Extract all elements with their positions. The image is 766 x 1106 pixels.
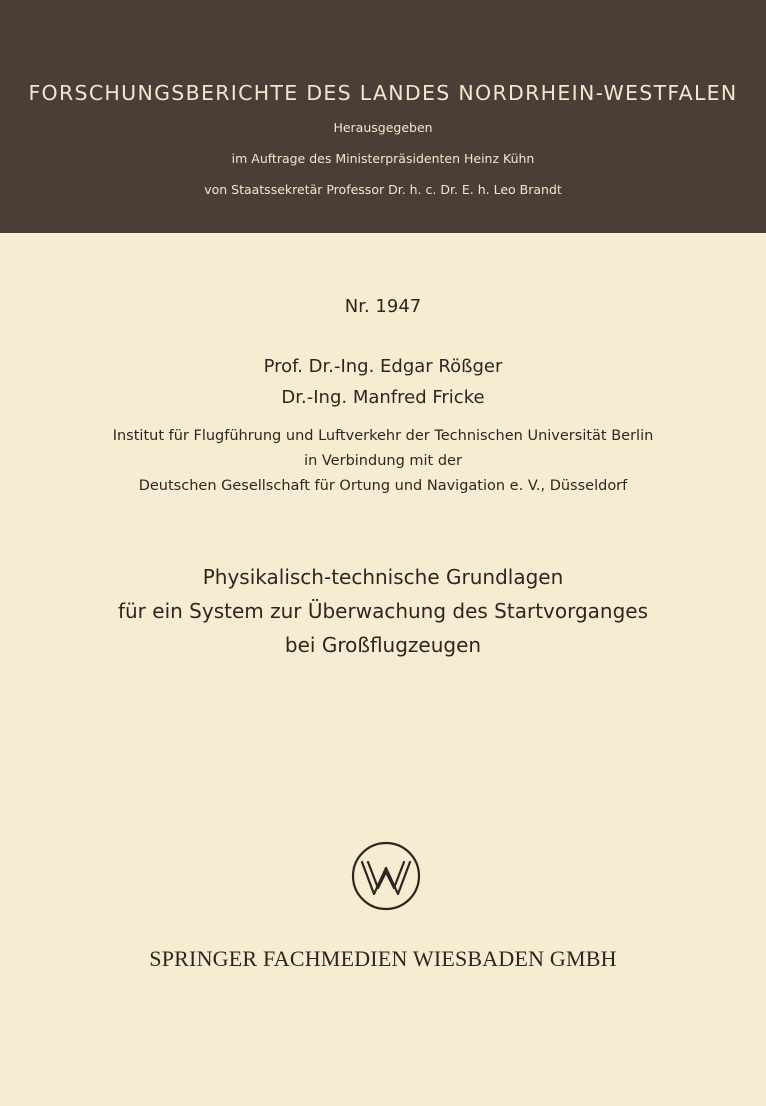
publisher-logo-icon: [350, 840, 422, 912]
editor-line-2: im Auftrage des Ministerpräsidenten Heinz Kühn: [231, 151, 535, 166]
author-1: Prof. Dr.-Ing. Edgar Rößger: [263, 356, 503, 377]
title-line-2: für ein System zur Überwachung des Startvorganges: [117, 599, 649, 623]
volume-number: Nr. 1947: [344, 296, 422, 317]
header-band: [0, 0, 766, 233]
title-line-1: Physikalisch-technische Grundlagen: [202, 565, 564, 589]
publisher-name: SPRINGER FACHMEDIEN WIESBADEN GMBH: [149, 946, 617, 971]
title-line-3: bei Großflugzeugen: [284, 633, 482, 657]
institution-line-1: Institut für Flugführung und Luftverkehr der Technischen Universität Berlin: [112, 428, 654, 444]
author-2: Dr.-Ing. Manfred Fricke: [281, 387, 485, 408]
institution-line-3: Deutschen Gesellschaft für Ortung und Navigation e. V., Düsseldorf: [138, 478, 628, 494]
editor-line-1: Herausgegeben: [333, 120, 433, 135]
institution-line-2: in Verbindung mit der: [304, 453, 462, 469]
series-title: FORSCHUNGSBERICHTE DES LANDES NORDRHEIN-WESTFALEN: [28, 81, 738, 105]
editor-line-3: von Staatssekretär Professor Dr. h. c. Dr. E. h. Leo Brandt: [204, 182, 562, 197]
